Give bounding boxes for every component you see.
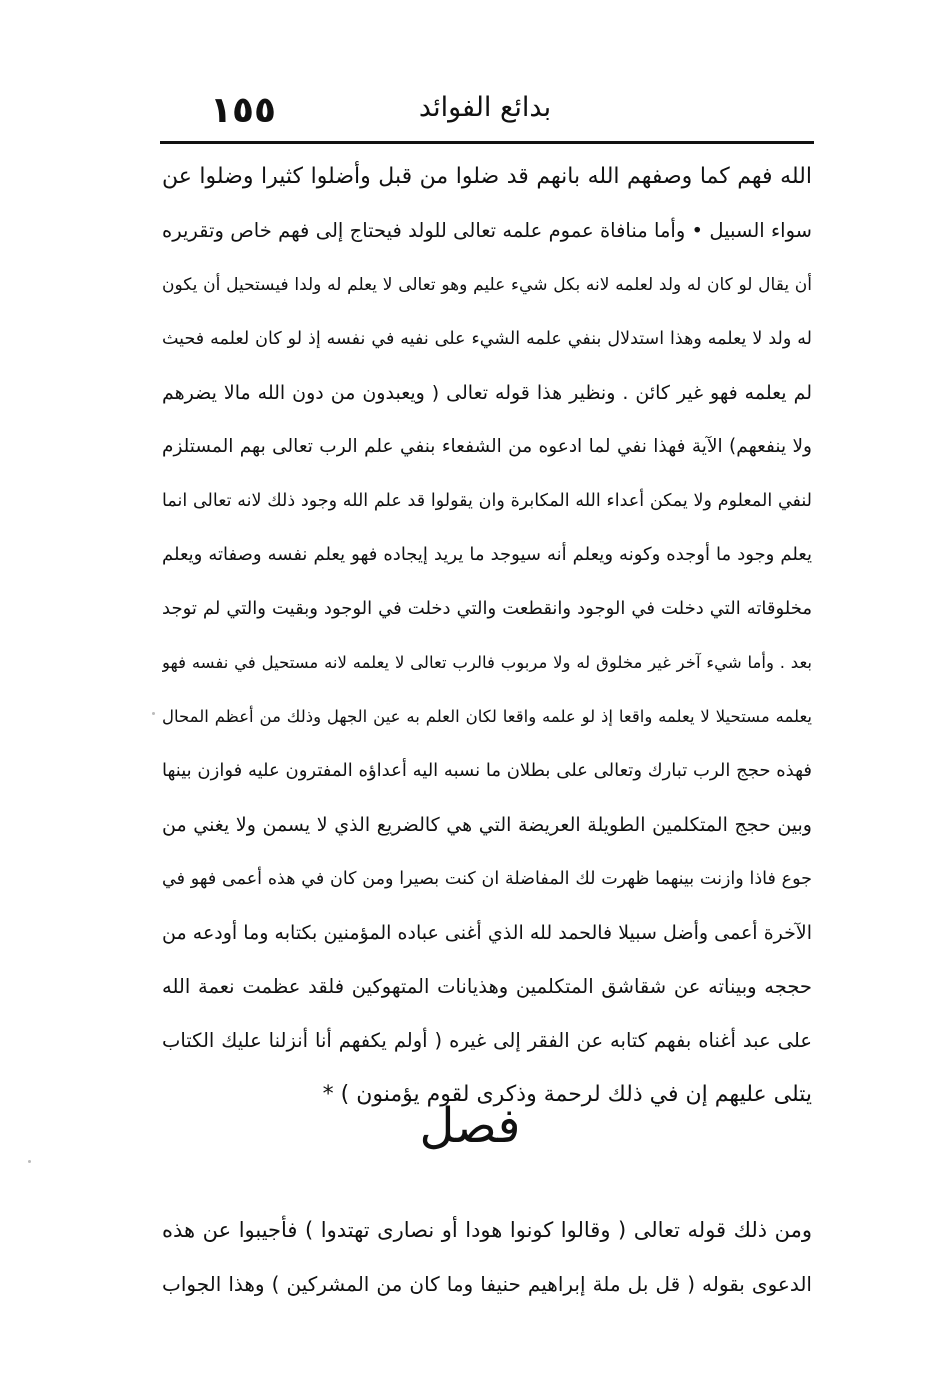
page-number: ١٥٥: [210, 90, 276, 131]
text-line: الآخرة أعمى وأضل سبيلا فالحمد لله الذي أغنى عباده المؤمنين بكتابه وما أودعه من: [162, 922, 812, 944]
text-line: ومن ذلك قوله تعالى ( وقالوا كونوا هودا أو نصارى تهتدوا ) فأجيبوا عن هذه: [162, 1218, 812, 1242]
text-line: سواء السبيل • وأما منافاة عموم علمه تعالى للولد فيحتاج إلى فهم خاص وتقريره: [162, 219, 812, 242]
page-header: [160, 86, 810, 142]
text-line: بعد . وأما شيء آخر غير مخلوق له ولا مربوب فالرب تعالى لا يعلمه لانه مستحيل في نفسه فهو: [162, 653, 812, 672]
text-line: يعلم وجود ما أوجده وكونه ويعلم أنه سيوجد ما يريد إيجاده فهو يعلم نفسه وصفاته ويعلم: [162, 544, 812, 565]
paragraph-main: [162, 150, 812, 1122]
text-line: على عبد أغناه بفهم كتابه عن الفقر إلى غيره ( أولم يكفهم أنا أنزلنا عليك الكتاب: [162, 1029, 812, 1052]
text-line: يعلمه مستحيلا لا يعلمه واقعا إذ لو علمه واقعا لكان العلم به عين الجهل وذلك من أعظم المحال: [162, 707, 812, 726]
text-line: أن يقال لو كان له ولد لعلمه لانه بكل شيء عليم وهو تعالى لا يعلم له ولدا فيستحيل أن يكون: [162, 275, 812, 295]
text-line: لنفي المعلوم ولا يمكن أعداء الله المكابرة وان يقولوا قد علم الله وجود ذلك لانه تعالى انما: [162, 491, 812, 511]
text-line: حججه وبيناته عن شقاشق المتكلمين وهذيانات المتهوكين فلقد عظمت نعمة الله: [162, 975, 812, 998]
section-heading: فصل: [419, 1098, 521, 1154]
text-line: فهذه حجج الرب تبارك وتعالى على بطلان ما نسبه اليه أعداؤه المفترون عليه فوازن بينها: [162, 760, 812, 781]
text-line: له ولد لا يعلمه وهذا استدلال بنفي علمه الشيء على نفيه في نفسه إذ لو كان لعلمه فحيث: [162, 329, 812, 349]
text-line: الدعوى بقوله ( قل بل ملة إبراهيم حنيفا وما كان من المشركين ) وهذا الجواب: [162, 1272, 812, 1296]
text-line: جوع فاذا وازنت بينهما ظهرت لك المفاضلة ان كنت بصيرا ومن كان في هذه أعمى فهو في: [162, 869, 812, 889]
header-rule: [160, 141, 814, 144]
text-line: مخلوقاته التي دخلت في الوجود وانقطعت والتي دخلت في الوجود وبقيت والتي لم توجد: [162, 598, 812, 619]
text-line-last: يتلى عليهم إن في ذلك لرحمة وذكرى لقوم يؤمنون ) *: [322, 1082, 812, 1107]
scan-speck: [28, 1160, 31, 1163]
paragraph-section: [162, 1203, 812, 1311]
running-title: بدائع الفوائد: [418, 92, 552, 123]
text-line: لم يعلمه فهو غير كائن . ونظير هذا قوله تعالى ( ويعبدون من دون الله مالا يضرهم: [162, 382, 812, 404]
text-line: ولا ينفعهم) الآية فهذا نفي لما ادعوه من الشفعاء بنفي علم الرب تعالى بهم المستلزم: [162, 436, 812, 457]
text-line: الله فهم كما وصفهم الله بانهم قد ضلوا من قبل وأضلوا كثيرا وضلوا عن: [162, 164, 812, 189]
text-line: وبين حجج المتكلمين الطويلة العريضة التي هي كالضريع الذي لا يسمن ولا يغني من: [162, 814, 812, 836]
scan-speck: [152, 712, 155, 715]
